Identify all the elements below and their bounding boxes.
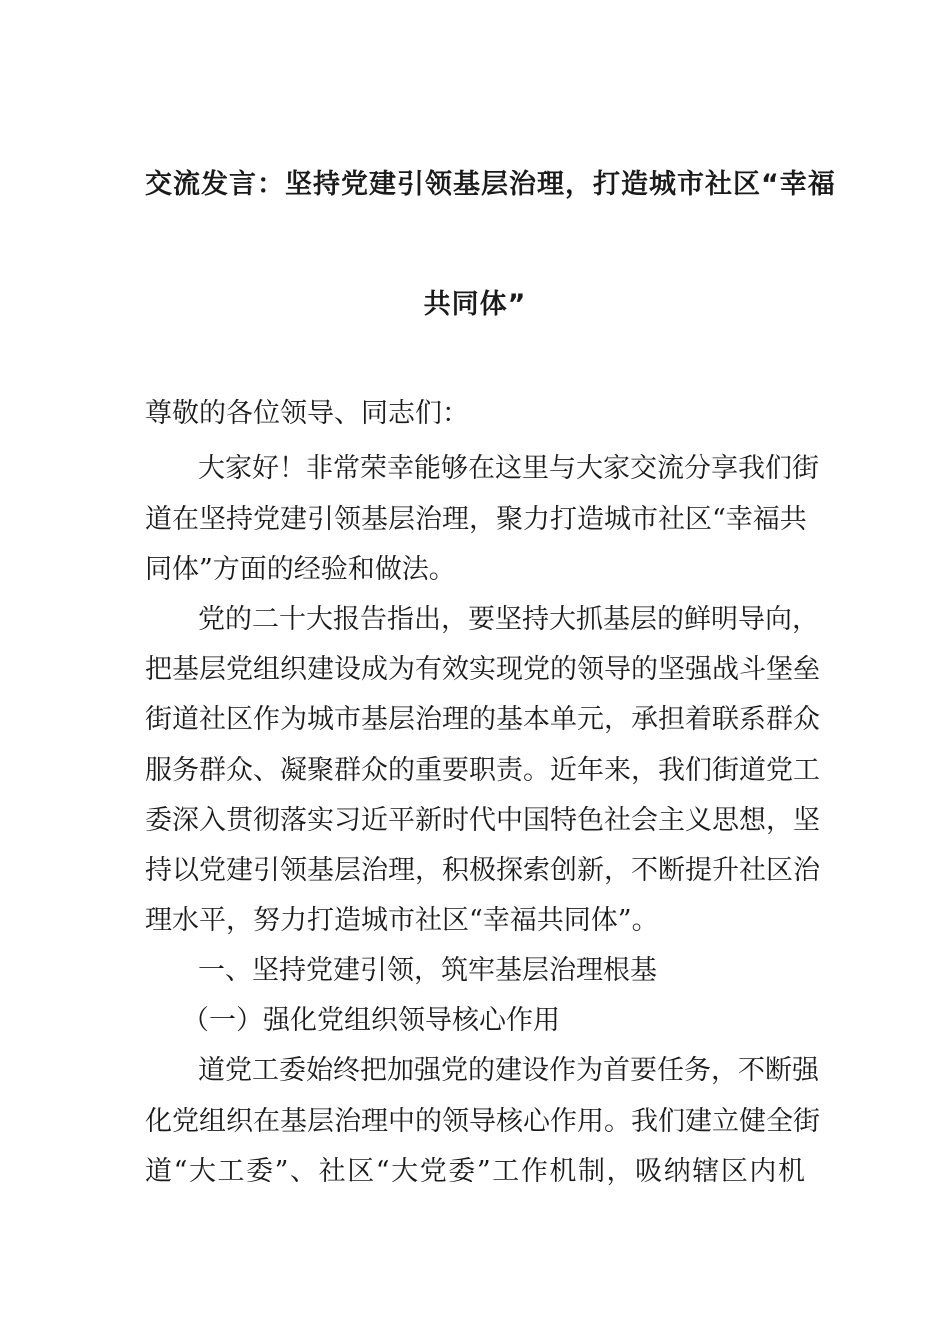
paragraph-line: 道党工委始终把加强党的建设作为首要任务，不断强 xyxy=(198,1055,819,1086)
paragraph-line: 服务群众、凝聚群众的重要职责。近年来，我们街道党工 xyxy=(145,755,820,786)
paragraph-line: 同体”方面的经验和做法。 xyxy=(145,554,456,585)
paragraph-line: 道“大工委”、社区“大党委”工作机制，吸纳辖区内机 xyxy=(145,1156,805,1187)
paragraph-line: 大家好！非常荣幸能够在这里与大家交流分享我们街 xyxy=(198,453,819,484)
subsection-heading: （一）强化党组织领导核心作用 xyxy=(182,1005,560,1036)
paragraph-line: 委深入贯彻落实习近平新时代中国特色社会主义思想，坚 xyxy=(145,805,820,836)
paragraph-line: 持以党建引领基层治理，积极探索创新，不断提升社区治 xyxy=(145,855,820,886)
document-title-line2: 共同体” xyxy=(423,289,527,320)
paragraph-line: 把基层党组织建设成为有效实现党的领导的坚强战斗堡垒 xyxy=(145,654,820,685)
paragraph-line: 党的二十大报告指出，要坚持大抓基层的鲜明导向， xyxy=(198,604,819,635)
document-title-line1: 交流发言：坚持党建引领基层治理，打造城市社区“幸福 xyxy=(145,169,836,200)
paragraph-line: 理水平，努力打造城市社区“幸福共同体”。 xyxy=(145,905,659,936)
section-heading: 一、坚持党建引领，筑牢基层治理根基 xyxy=(198,955,657,986)
paragraph-line: 化党组织在基层治理中的领导核心作用。我们建立健全街 xyxy=(145,1106,820,1137)
paragraph-line: 道在坚持党建引领基层治理，聚力打造城市社区“幸福共 xyxy=(145,504,807,535)
paragraph-line: 街道社区作为城市基层治理的基本单元，承担着联系群众 xyxy=(145,704,820,735)
salutation: 尊敬的各位领导、同志们： xyxy=(145,398,469,429)
